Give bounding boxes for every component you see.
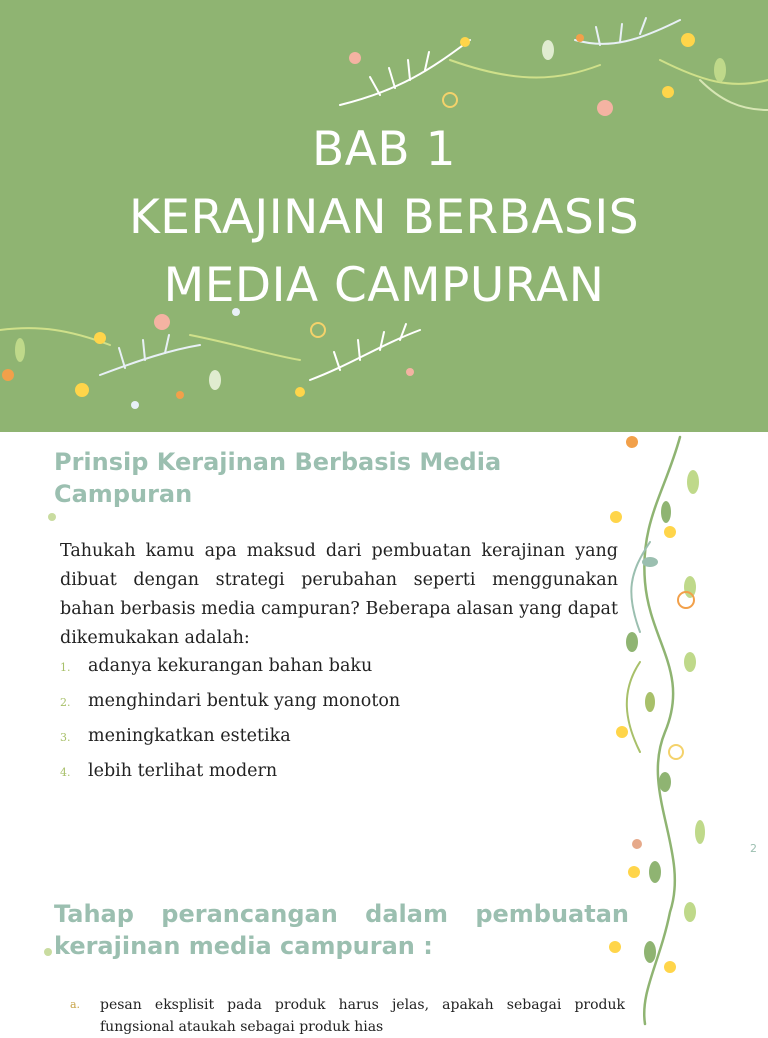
list-text: pesan eksplisit pada produk harus jelas, apakah sebagai produk (100, 997, 625, 1013)
slide-title (0, 116, 768, 320)
list-text: menghindari bentuk yang monoton (88, 691, 401, 711)
list-item (60, 726, 600, 761)
heading-line-2: kerajinan media campuran : (54, 932, 433, 960)
list-item (70, 994, 625, 1016)
heading-line-1: Tahap perancangan dalam pembuatan (54, 900, 629, 928)
intro-paragraph: Tahukah kamu apa maksud dari pembuatan kerajinan yang dibuat dengan strategi perubahan seperti menggunakan bahan berbasis media campuran? Beberapa alasan yang dapat dikemukakan adalah: (60, 541, 618, 648)
section-heading-principles: Prinsip Kerajinan Berbasis Media Campuran (54, 448, 502, 508)
list-text: meningkatkan estetika (88, 726, 291, 746)
list-text: fungsional ataukah sebagai produk hias (100, 1019, 384, 1035)
page-number: 2 (750, 842, 757, 855)
list-item (60, 656, 600, 691)
list-item-continuation (70, 1016, 625, 1038)
list-number: 1. (60, 661, 71, 674)
content-slide (0, 432, 768, 1035)
list-number: 4. (60, 766, 71, 779)
list-number: 2. (60, 696, 71, 709)
title-line-3: MEDIA CAMPURAN (163, 258, 605, 313)
title-line-2: KERAJINAN BERBASIS (128, 190, 640, 245)
list-text: lebih terlihat modern (88, 761, 278, 781)
reasons-list (60, 656, 600, 796)
section-heading-stages (54, 898, 629, 962)
list-item (60, 761, 600, 796)
title-line-1: BAB 1 (312, 122, 456, 177)
list-letter: a. (70, 998, 81, 1011)
list-text: adanya kekurangan bahan baku (88, 656, 373, 676)
list-item (60, 691, 600, 726)
title-slide (0, 0, 768, 432)
stages-list (70, 994, 625, 1038)
list-number: 3. (60, 731, 71, 744)
